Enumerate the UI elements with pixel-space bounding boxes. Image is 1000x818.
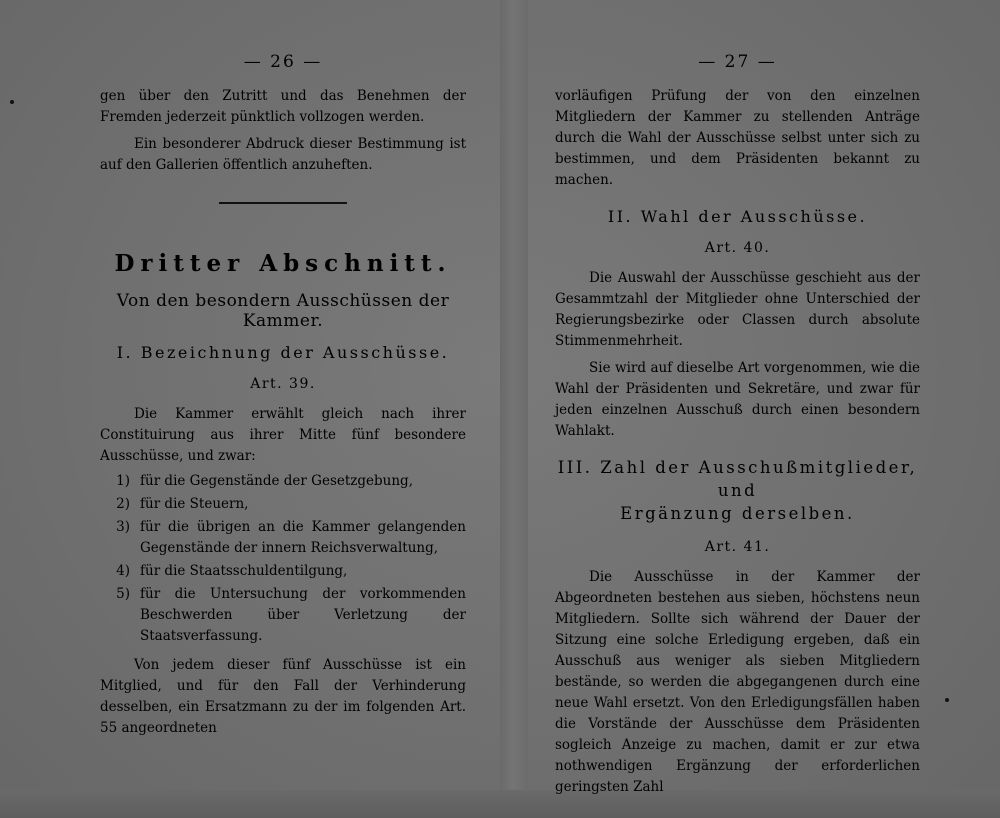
page-number: — 26 — [243, 52, 323, 72]
paragraph: Die Ausschüsse in der Kammer der Abgeordneten bestehen aus sieben, höchstens neun Mitgliedern. Sollte sich während der Dauer der Sitzung eine solche Erledigung ergeben, daß ein Ausschuß aus weniger als sieben Mitgliedern bestände, so werden die abgegangenen durch eine neue Wahl ersetzt. Von den Erledigungsfällen haben die Vorstände der Ausschüsse dem Präsidenten sogleich Anzeige zu machen, damit er zur etwa nothwendigen Ergänzung der erforderlichen geringsten Zahl [555, 569, 920, 795]
section-title: Dritter Abschnitt. [114, 250, 452, 277]
part-heading-line: Ergänzung derselben. [620, 504, 855, 523]
part-heading [555, 456, 920, 525]
article-label: Art. 39. [250, 376, 316, 392]
right-page [555, 52, 920, 798]
list-item: 2) für die Steuern, [116, 496, 249, 512]
list-item: 3) für die übrigen an die Kammer gelangenden Gegenstände der innern Reichsverwaltung, [116, 519, 466, 556]
paragraph: Ein besonderer Abdruck dieser Bestimmung ist auf den Gallerien öffentlich anzuheften. [100, 136, 466, 173]
paragraph: Von jedem dieser fünf Ausschüsse ist ein Mitglied, und für den Fall der Verhinderung desselben, ein Ersatzmann zu der im folgenden Art. 55 angeordneten [100, 657, 466, 736]
part-heading: II. Wahl der Ausschüsse. [607, 207, 868, 226]
page-number: — 27 — [698, 52, 777, 72]
paragraph: Die Kammer erwählt gleich nach ihrer Constituirung aus ihrer Mitte fünf besondere Ausschüsse, und zwar: [100, 406, 466, 464]
book-gutter [500, 0, 528, 818]
ink-speck [10, 100, 14, 104]
section-subtitle: Von den besondern Ausschüssen der Kammer. [116, 291, 450, 331]
numbered-list [100, 471, 466, 647]
list-item: 4) für die Staatsschuldentilgung, [116, 563, 348, 579]
paragraph: Sie wird auf dieselbe Art vorgenommen, wie die Wahl der Präsidenten und Sekretäre, und zwar für jeden einzelnen Ausschuß durch einen besondern Wahlakt. [555, 360, 920, 439]
left-page [100, 52, 466, 739]
list-item: 1) für die Gegenstände der Gesetzgebung, [116, 473, 413, 489]
paragraph: gen über den Zutritt und das Benehmen der Fremden jederzeit pünktlich vollzogen werden. [100, 88, 466, 125]
part-heading-line: III. Zahl der Ausschußmitglieder, und [557, 458, 918, 500]
list-item: 5) für die Untersuchung der vorkommenden Beschwerden über Verletzung der Staatsverfassung. [116, 586, 466, 644]
paragraph: Die Auswahl der Ausschüsse geschieht aus der Gesammtzahl der Mitglieder ohne Unterschied der Regierungsbezirke oder Classen durch absolute Stimmenmehrheit. [555, 270, 920, 349]
section-divider [219, 202, 347, 204]
paragraph: vorläufigen Prüfung der von den einzelnen Mitgliedern der Kammer zu stellenden Anträge durch die Wahl der Ausschüsse selbst unter sich zu bestimmen, und dem Präsidenten bekannt zu machen. [555, 88, 920, 188]
ink-speck [945, 698, 949, 702]
part-heading: I. Bezeichnung der Ausschüsse. [116, 343, 450, 362]
article-label: Art. 41. [704, 539, 771, 555]
article-label: Art. 40. [704, 240, 771, 256]
